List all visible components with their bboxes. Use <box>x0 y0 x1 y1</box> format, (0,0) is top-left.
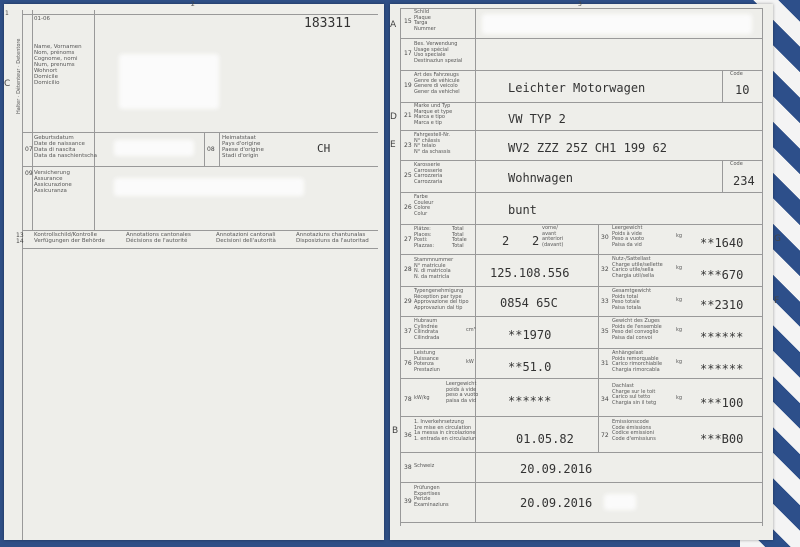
towing-label: Anhängelast Poids remorquable Carico rimorchiabile Chargia rimorcabla <box>612 350 663 373</box>
inspection-label: Prüfungen Expertises Perizie Examinaziuns <box>414 485 449 508</box>
annotations-rm: Annotaziuns chantunalas Disposiziuns da l'autoritad <box>296 232 369 244</box>
payload-unit: kg <box>676 265 683 271</box>
body-label: Karosserie Carrosserie Carrozzeria Carrozzaria <box>414 162 443 185</box>
payload-label: Nutz-/Sattellast Charge utile/sellette Carico utile/sella Chargia util/sella <box>612 256 663 279</box>
body-value: Wohnwagen <box>508 171 574 185</box>
num-27: 27 <box>404 236 412 243</box>
empty-weight-label: Leergewicht Poids à vide Peso a vuoto Paisa da vid <box>612 225 645 248</box>
redacted-plate <box>482 14 752 34</box>
total-weight-unit: kg <box>676 297 683 303</box>
body-code: 234 <box>733 174 755 188</box>
num-37: 37 <box>404 328 412 335</box>
left-page-number: 2 <box>191 1 195 8</box>
make-value: VW TYP 2 <box>508 112 566 126</box>
left-page <box>4 1 384 540</box>
first-registration-value: 01.05.82 <box>516 432 574 446</box>
side-letter-e: E <box>390 140 396 150</box>
redacted-insurance <box>114 178 304 196</box>
num-29: 29 <box>404 298 412 305</box>
matriculation-value: 125.108.556 <box>490 266 570 280</box>
side-letter-b: B <box>392 426 399 436</box>
num-21: 21 <box>404 112 412 119</box>
num-26: 26 <box>404 204 412 211</box>
code-0106: 01-06 <box>34 16 50 22</box>
serial-number: 183311 <box>304 16 351 31</box>
vertical-label-holder: Halter · Détenteur · Detentore <box>16 38 22 114</box>
num-07: 07 <box>25 146 33 153</box>
side-letter-g: G <box>774 234 781 244</box>
vehicle-type-label: Art des Fahrzeugs Genre de véhicule Genere di veicolo Gener da vehichel <box>414 72 460 95</box>
num-19: 19 <box>404 82 412 89</box>
vehicle-type-code-label: Code <box>730 71 743 77</box>
num-23: 23 <box>404 142 412 149</box>
origin-label: Heimatstaat Pays d'origine Paese d'origine Stadi d'origin <box>222 135 264 159</box>
vehicle-type-value: Leichter Motorwagen <box>508 81 646 95</box>
seats-label: Plätze: Places: Posti: Plazzas: <box>414 226 435 249</box>
power-weight-value: ****** <box>508 394 552 408</box>
type-approval-label: Typengenehmigung Réception par type Approvazione del tipo Approvaziun dal tip <box>414 288 469 311</box>
redacted-inspection <box>604 494 636 510</box>
num-39: 39 <box>404 498 412 505</box>
train-weight-label: Gewicht des Zuges Poids de l'ensemble Peso del convoglio Paisa dal convoi <box>612 318 662 341</box>
towing-unit: kg <box>676 359 683 365</box>
power-label: Leistung Puissance Potenza Prestaziun <box>414 350 440 373</box>
inspection-date: 20.09.2016 <box>520 496 593 510</box>
total-weight-label: Gesamtgewicht Poids total Peso totale Paisa totala <box>612 288 652 311</box>
num-76: 76 <box>404 360 412 367</box>
right-page <box>390 1 781 540</box>
seats-total-label: Total Total Totale Total <box>452 226 467 249</box>
insurance-label: Versicherung Assurance Assicurazione Assicuranza <box>34 170 72 194</box>
power-value: **51.0 <box>508 360 552 374</box>
seats-front-label: vorne/ avant anteriori (davant) <box>542 225 564 248</box>
displacement-label: Hubraum Cylindrée Cilindrata Cilindrada <box>414 318 440 341</box>
annotations-fr: Annotations cantonales Décisions de l'autorité <box>126 232 191 244</box>
train-weight-value: ****** <box>700 330 744 344</box>
type-approval-value: 0854 65C <box>500 296 558 310</box>
switzerland-label: Schweiz <box>414 463 435 469</box>
right-page-number: 3 <box>578 1 582 8</box>
num-78: 78 <box>404 396 412 403</box>
matriculation-label: Stammnummer N° matricule N. di matricola N. da matricla <box>414 257 454 280</box>
total-weight-value: **2310 <box>700 298 744 312</box>
roof-load-value: ***100 <box>700 396 744 410</box>
controls-label: Kontrollschild/Kontrolle Verfügungen der Behörde <box>34 232 105 244</box>
num-31: 31 <box>601 360 609 367</box>
displacement-unit: cm³ <box>466 327 476 333</box>
num-09: 09 <box>25 170 33 177</box>
seats-front-value: 2 <box>532 234 540 248</box>
num-13: 13 <box>16 232 24 239</box>
num-30: 30 <box>601 234 609 241</box>
chassis-value: WV2 ZZZ 25Z CH1 199 62 <box>508 141 667 155</box>
num-25: 25 <box>404 172 412 179</box>
origin-value: CH <box>317 142 331 155</box>
num-32: 32 <box>601 266 609 273</box>
train-weight-unit: kg <box>676 327 683 333</box>
side-letter-c: C <box>4 79 11 89</box>
switzerland-date: 20.09.2016 <box>520 462 593 476</box>
num-33: 33 <box>601 298 609 305</box>
num-72: 72 <box>601 432 609 439</box>
payload-value: ***670 <box>700 268 744 282</box>
roof-load-unit: kg <box>676 395 683 401</box>
make-label: Marke und Typ Marque et type Marca e tipo Marca e tip <box>414 103 453 126</box>
displacement-value: **1970 <box>508 328 552 342</box>
towing-value: ****** <box>700 362 744 376</box>
power-weight-sub: Leergewicht poids à vide peso a vuoto paisa da vid <box>446 381 479 404</box>
plate-label: Schild Plaque Targa Nummer <box>414 9 436 32</box>
left-side-marker: 1 <box>5 10 9 17</box>
roof-load-label: Dachlast Charge sur le toit Carico sul tetto Chargia sin il tetg <box>612 383 657 406</box>
chassis-label: Fahrgestell-Nr. N° châssis N° telaio N° da schassis <box>414 132 451 155</box>
vehicle-type-code: 10 <box>735 83 750 97</box>
num-35: 35 <box>601 328 609 335</box>
num-17: 17 <box>404 50 412 57</box>
num-15: 15 <box>404 18 412 25</box>
num-36: 36 <box>404 432 412 439</box>
annotations-it: Annotazioni cantonali Decisioni dell'autorità <box>216 232 276 244</box>
num-14: 14 <box>16 238 24 245</box>
side-letter-f: F <box>774 296 780 306</box>
num-08: 08 <box>207 146 215 153</box>
redacted-birthdate <box>114 140 194 156</box>
num-38: 38 <box>404 464 412 471</box>
empty-weight-value: **1640 <box>700 236 744 250</box>
emission-code-value: ***B00 <box>700 432 744 446</box>
empty-weight-unit: kg <box>676 233 683 239</box>
first-registration-label: 1. Inverkehrsetzung 1re mise en circulation 1a messa in circolazione 1. entrada en circulaziun <box>414 419 477 442</box>
redacted-holder-name <box>119 54 219 109</box>
side-letter-d: D <box>390 112 397 122</box>
body-code-label: Code <box>730 161 743 167</box>
special-use-label: Bes. Verwendung Usage spécial Uso speciale Destinaziun spezial <box>414 41 463 64</box>
color-label: Farbe Couleur Colore Colur <box>414 194 434 217</box>
side-letter-a: A <box>390 20 397 30</box>
birthdate-label: Geburtsdatum Date de naissance Data di nascita Data da naschientscha <box>34 135 98 159</box>
num-28: 28 <box>404 266 412 273</box>
power-unit: kW <box>466 359 474 365</box>
power-weight-label: kW/kg <box>414 395 430 401</box>
holder-name-label: Name, Vornamen Nom, prénoms Cognome, nomi Num, prenums Wohnort Domicile Domicilio <box>34 44 82 86</box>
color-value: bunt <box>508 203 537 217</box>
num-34: 34 <box>601 396 609 403</box>
emission-code-label: Emissionscode Code émissions Codice emissioni Code d'emissiuns <box>612 419 656 442</box>
seats-total-value: 2 <box>502 234 510 248</box>
